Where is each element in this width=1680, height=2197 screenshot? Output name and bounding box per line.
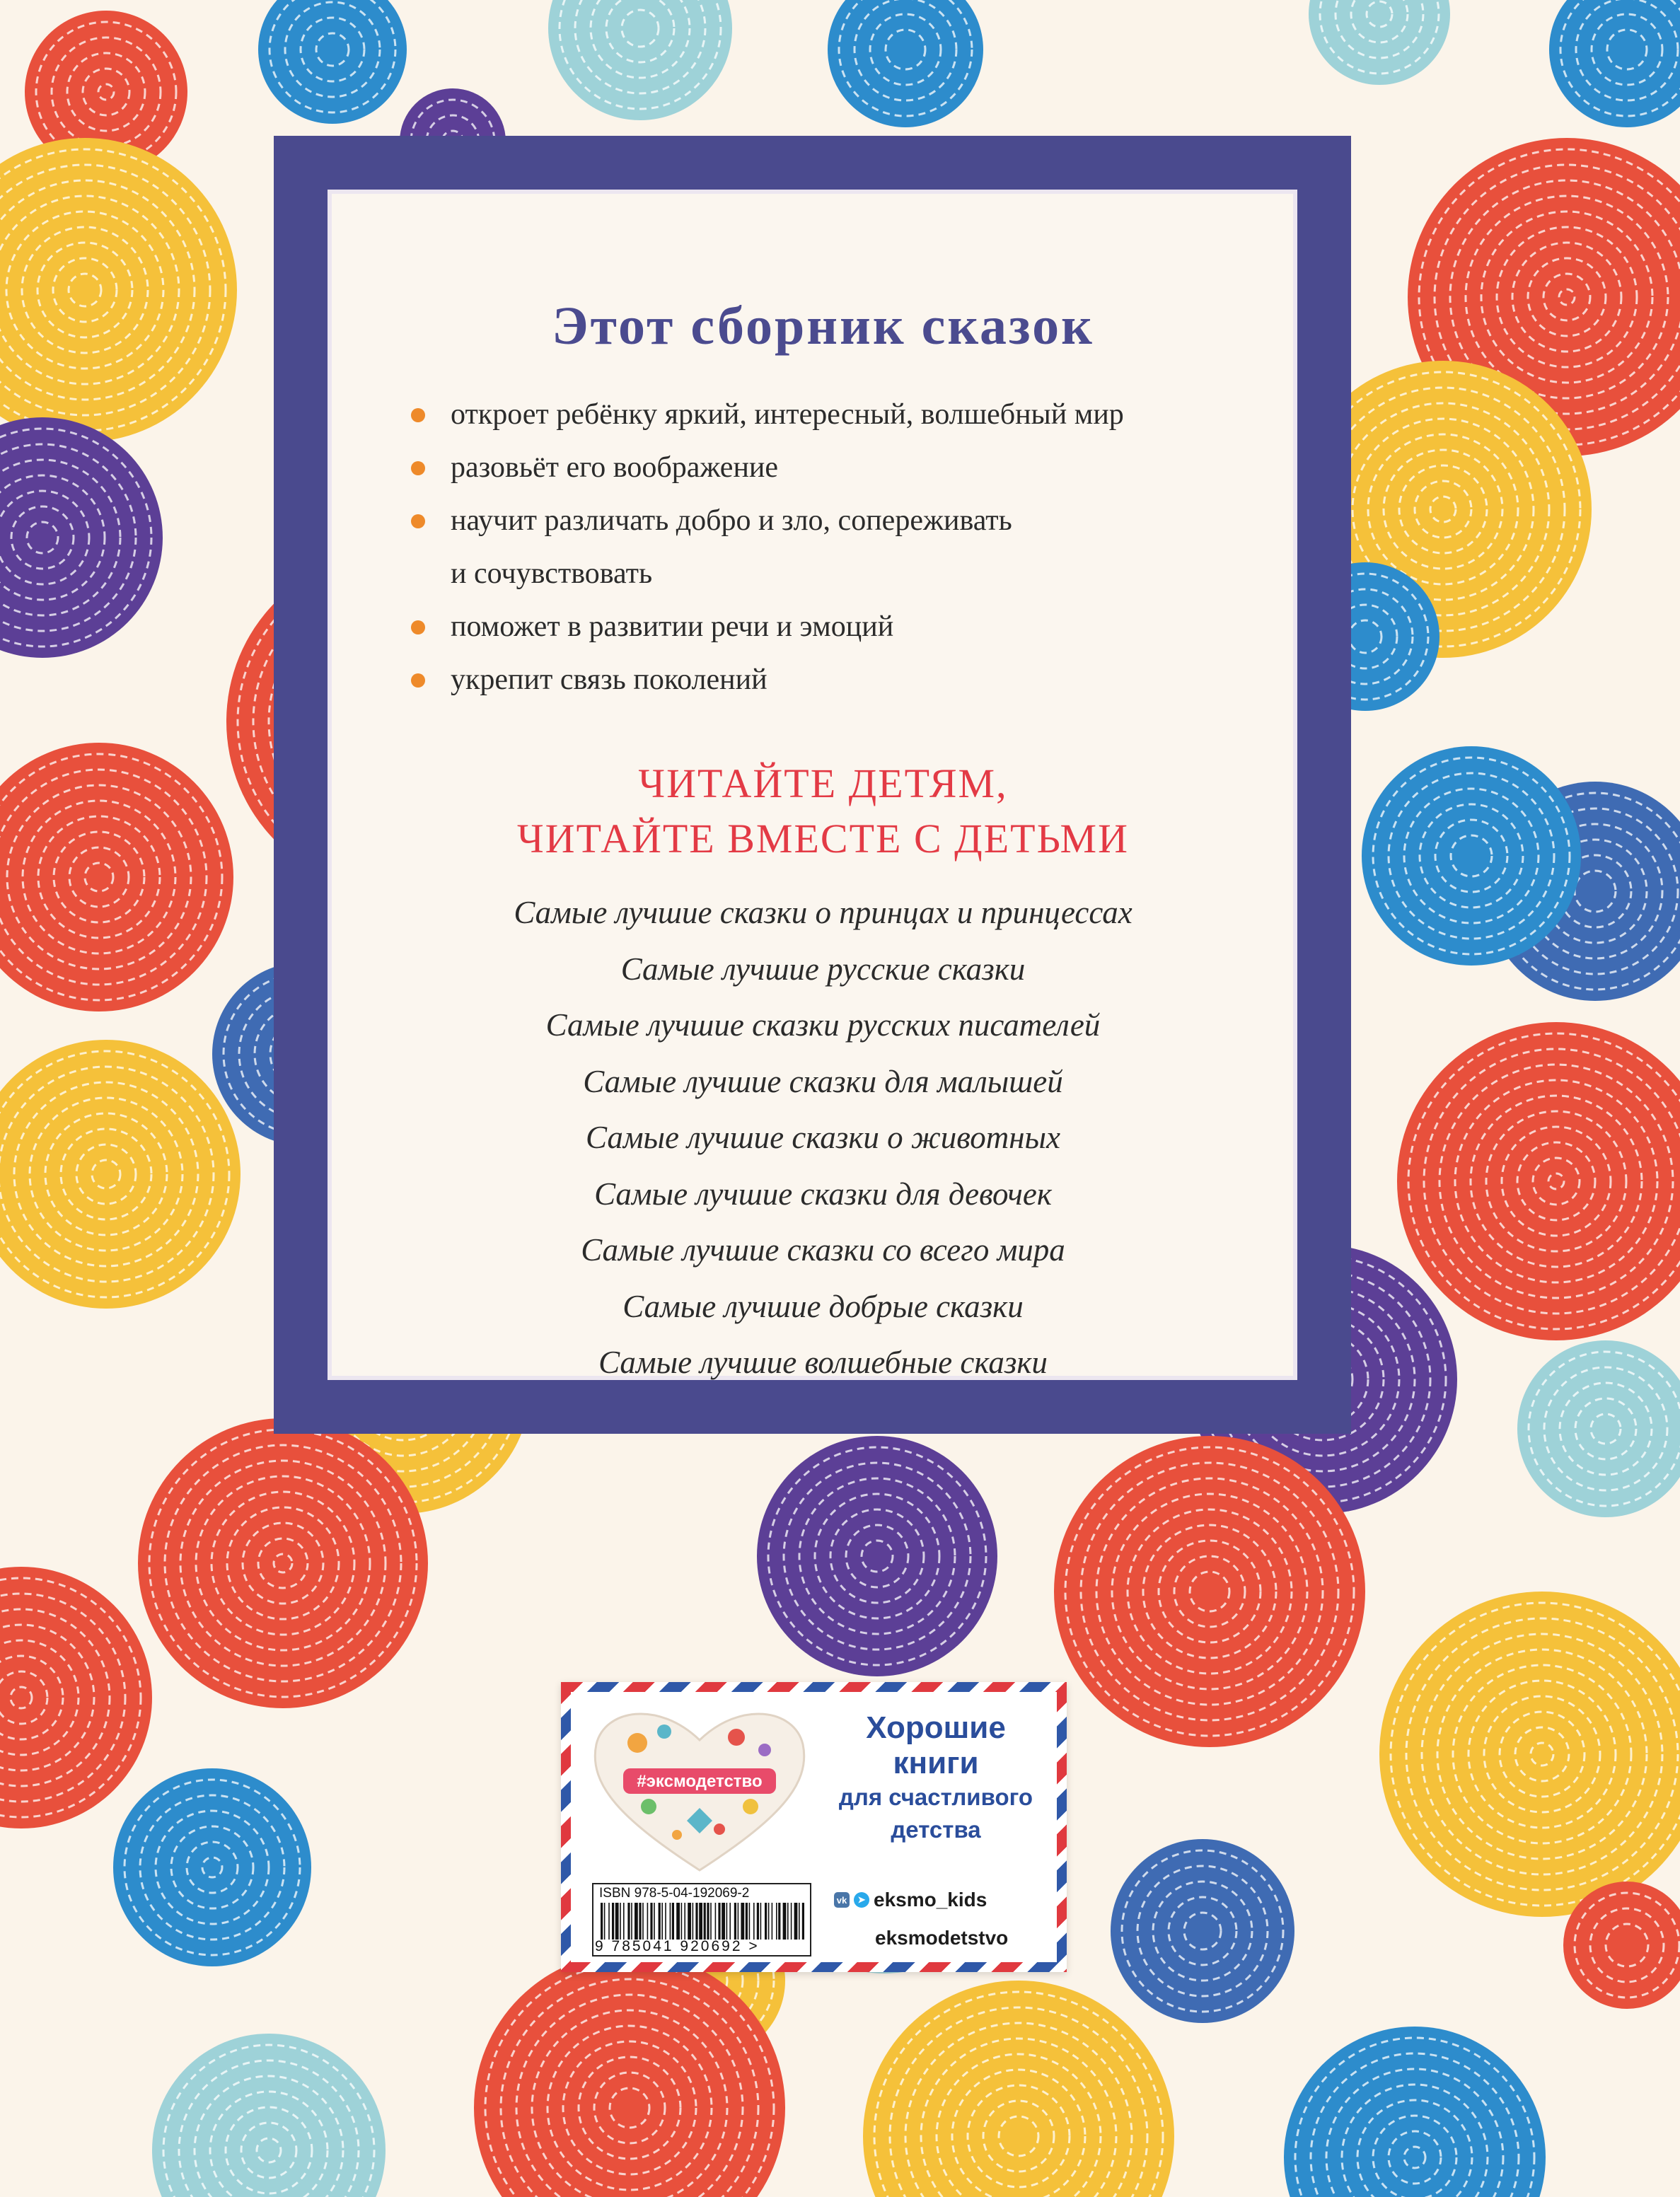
background-dot (0, 138, 237, 442)
barcode-bar (639, 1903, 641, 1940)
benefit-item: разовьёт его воображение (405, 441, 1241, 494)
background-dot (1309, 0, 1450, 85)
benefit-list (405, 388, 1241, 707)
barcode-bar (601, 1903, 603, 1940)
barcode-bar (693, 1903, 694, 1940)
barcode-bar (718, 1903, 720, 1940)
barcode-bar (787, 1903, 789, 1940)
barcode-bar (676, 1903, 680, 1940)
barcode-bar (776, 1903, 777, 1940)
tagline-line-1: Хорошие (866, 1710, 1006, 1745)
background-dot (1362, 746, 1581, 966)
barcode-bar (802, 1903, 804, 1940)
background-dot (828, 0, 983, 127)
slogan-line-2: ЧИТАЙТЕ ВМЕСТЕ С ДЕТЬМИ (516, 816, 1130, 862)
barcode-bar (659, 1903, 661, 1940)
hashtag-label: #эксмодетство (637, 1772, 763, 1791)
barcode-bar (608, 1903, 610, 1940)
publisher-sticker (561, 1682, 1067, 1972)
tagline (823, 1710, 1049, 1846)
barcode-bar (729, 1903, 731, 1940)
barcode-bar (791, 1903, 792, 1940)
background-dot (1284, 2027, 1546, 2197)
barcode-bar (765, 1903, 767, 1940)
background-dot (0, 743, 233, 1011)
series-title: Самые лучшие сказки для девочек (594, 1176, 1052, 1212)
benefit-item: поможет в развитии речи и эмоций (405, 601, 1241, 654)
panel-heading: Этот сборник сказок (552, 296, 1094, 356)
barcode-bar (670, 1903, 671, 1940)
barcode-bar (604, 1903, 606, 1940)
barcode-bar (684, 1903, 685, 1940)
bullet-dot-icon (411, 620, 425, 634)
barcode-bar (760, 1903, 762, 1940)
info-panel (328, 190, 1297, 1380)
barcode-bar (768, 1903, 770, 1940)
barcode-bar (661, 1903, 663, 1940)
barcode-bar (635, 1903, 638, 1940)
barcode-bar (631, 1903, 632, 1940)
barcode-bar (749, 1903, 751, 1940)
barcode-bar (642, 1903, 644, 1940)
barcode-bar (741, 1903, 744, 1940)
series-title: Самые лучшие волшебные сказки (598, 1345, 1048, 1380)
barcode-bar (772, 1903, 773, 1940)
barcode-bar (707, 1903, 709, 1940)
series-title-list (405, 885, 1241, 1391)
benefit-item: укрепит связь поколений (405, 654, 1241, 707)
barcode-bar (647, 1903, 649, 1940)
bullet-dot-icon (411, 673, 425, 688)
barcode-bar (623, 1903, 625, 1940)
barcode-bar (615, 1903, 619, 1940)
barcode-bar (688, 1903, 691, 1940)
sticker-body (571, 1692, 1057, 1962)
barcode-bars (601, 1903, 806, 1940)
barcode (592, 1883, 811, 1957)
barcode-bar (654, 1903, 655, 1940)
benefit-item: откроет ребёнку яркий, интересный, волшебный мир (405, 388, 1241, 441)
bullet-dot-icon (411, 408, 425, 422)
isbn-number: ISBN 978-5-04-192069-2 (599, 1886, 750, 1901)
bullet-dot-icon (411, 514, 425, 528)
barcode-bar (753, 1903, 755, 1940)
barcode-bar (704, 1903, 706, 1940)
telegram-icon: ➤ (854, 1892, 869, 1908)
barcode-bar (778, 1903, 780, 1940)
bullet-dot-icon (411, 461, 425, 475)
background-dot (0, 1567, 152, 1828)
social-handle-secondary: eksmodetstvo (875, 1927, 1009, 1949)
background-dot (0, 417, 163, 658)
series-title: Самые лучшие сказки о принцах и принцессах (514, 895, 1132, 930)
series-title: Самые лучшие сказки русских писателей (545, 1007, 1101, 1043)
series-title: Самые лучшие сказки о животных (586, 1120, 1060, 1155)
barcode-bar (794, 1903, 798, 1940)
barcode-bar (715, 1903, 717, 1940)
barcode-bar (799, 1903, 800, 1940)
series-title: Самые лучшие добрые сказки (622, 1288, 1024, 1324)
barcode-bar (726, 1903, 728, 1940)
barcode-bar (620, 1903, 621, 1940)
slogan (405, 756, 1241, 866)
series-title: Самые лучшие сказки для малышей (583, 1063, 1063, 1099)
barcode-bar (612, 1903, 614, 1940)
barcode-bar (710, 1903, 712, 1940)
barcode-bar (699, 1903, 702, 1940)
background-dot (757, 1436, 997, 1676)
barcode-bar (738, 1903, 739, 1940)
tagline-line-3: для счастливого (838, 1784, 1033, 1810)
barcode-bar (783, 1903, 787, 1940)
benefit-item-continuation: и сочувствовать (451, 557, 653, 590)
barcode-bar (650, 1903, 652, 1940)
series-title: Самые лучшие сказки со всего мира (581, 1232, 1065, 1268)
barcode-bar (746, 1903, 748, 1940)
social-links (834, 1889, 1008, 1949)
series-title: Самые лучшие русские сказки (620, 951, 1026, 987)
info-frame (274, 136, 1351, 1434)
heart-icon (581, 1700, 818, 1877)
barcode-bar (627, 1903, 630, 1940)
background-dot (1054, 1436, 1365, 1747)
barcode-bar (695, 1903, 697, 1940)
barcode-bar (722, 1903, 725, 1940)
tagline-line-2: книги (893, 1746, 979, 1780)
barcode-bar (734, 1903, 736, 1940)
background-dot (1379, 1592, 1680, 1917)
barcode-bar (672, 1903, 674, 1940)
barcode-bar (665, 1903, 666, 1940)
barcode-digits: 9 785041 920692 > (595, 1938, 760, 1954)
slogan-line-1: ЧИТАЙТЕ ДЕТЯМ, (638, 760, 1008, 806)
vk-icon: vk (834, 1892, 850, 1908)
benefit-item: научит различать добро и зло, сопереживать (405, 494, 1241, 547)
social-handle-primary: eksmo_kids (874, 1889, 987, 1911)
tagline-line-4: детства (891, 1816, 981, 1843)
barcode-bar (757, 1903, 759, 1940)
background-dot (113, 1768, 311, 1966)
barcode-bar (681, 1903, 683, 1940)
